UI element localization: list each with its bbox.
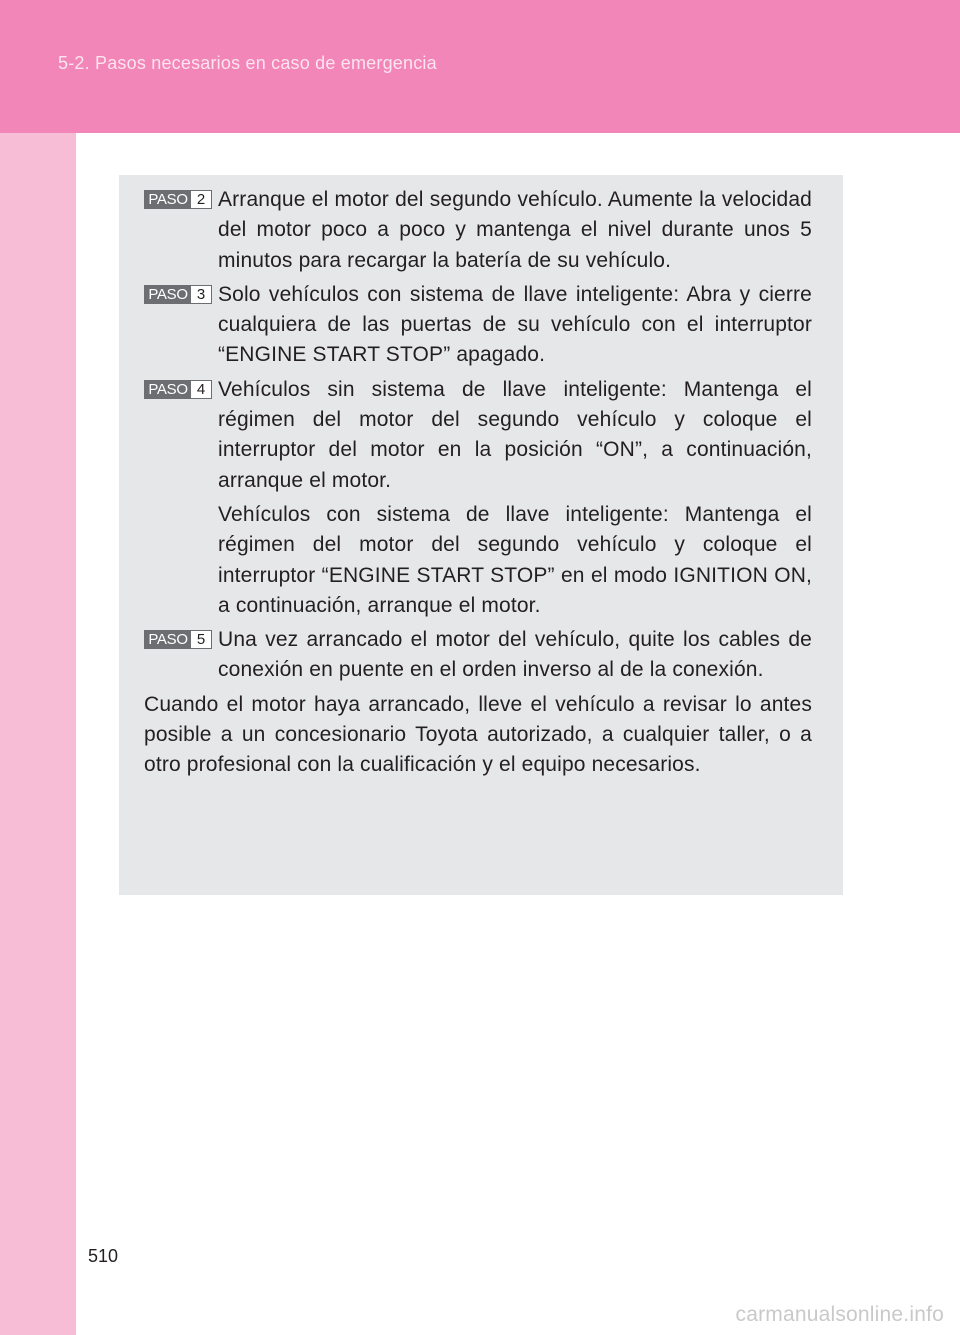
step-badge-label: PASO (145, 631, 191, 648)
closing-note: Cuando el motor haya arrancado, lleve el vehículo a revisar lo antes posible a un concesionario Toyota autorizado, a cualquier taller, o a otro profesional con la cualificación y el equipo necesarios. (144, 692, 812, 777)
step-badge-number: 4 (196, 380, 206, 398)
step-5 (144, 625, 812, 686)
section-title: 5-2. Pasos necesarios en caso de emergencia (58, 53, 437, 73)
step-4 (144, 375, 812, 621)
step-text: Una vez arrancado el motor del vehículo, quite los cables de conexión en puente en el orden inverso al de la conexión. (218, 628, 812, 682)
step-badge (144, 380, 212, 399)
step-badge (144, 285, 212, 304)
step-badge (144, 630, 212, 649)
side-band (0, 0, 76, 1335)
step-badge (144, 190, 212, 209)
header-band (0, 0, 960, 133)
step-3 (144, 280, 812, 371)
step-badge-label: PASO (145, 191, 191, 208)
step-text: Arranque el motor del segundo vehículo. Aumente la velocidad del motor poco a poco y mantenga el nivel durante unos 5 minutos para recargar la batería de su vehículo. (218, 188, 812, 272)
step-badge-label: PASO (145, 381, 191, 398)
step-text-smart-key: Vehículos con sistema de llave inteligente: Mantenga el régimen del motor del segundo vehículo y coloque el interruptor “ENGINE START STOP” en el modo IGNITION ON, a continuación, arranque el motor. (218, 502, 812, 617)
step-badge-number: 2 (196, 191, 206, 208)
step-text: Solo vehículos con sistema de llave inteligente: Abra y cierre cualquiera de las puertas de su vehículo con el interruptor “ENGINE START STOP” apagado. (218, 282, 812, 367)
instruction-box (119, 175, 843, 895)
step-text: Vehículos sin sistema de llave inteligente: Mantenga el régimen del motor del segundo vehículo y coloque el interruptor del motor en la posición “ON”, a continuación, arranque el motor. (218, 377, 812, 492)
step-2 (144, 185, 812, 276)
step-badge-label: PASO (145, 286, 191, 303)
page-number: 510 (88, 1246, 119, 1266)
step-badge-number: 3 (196, 285, 206, 303)
step-badge-number: 5 (196, 631, 206, 649)
watermark: carmanualsonline.info (735, 1303, 944, 1326)
